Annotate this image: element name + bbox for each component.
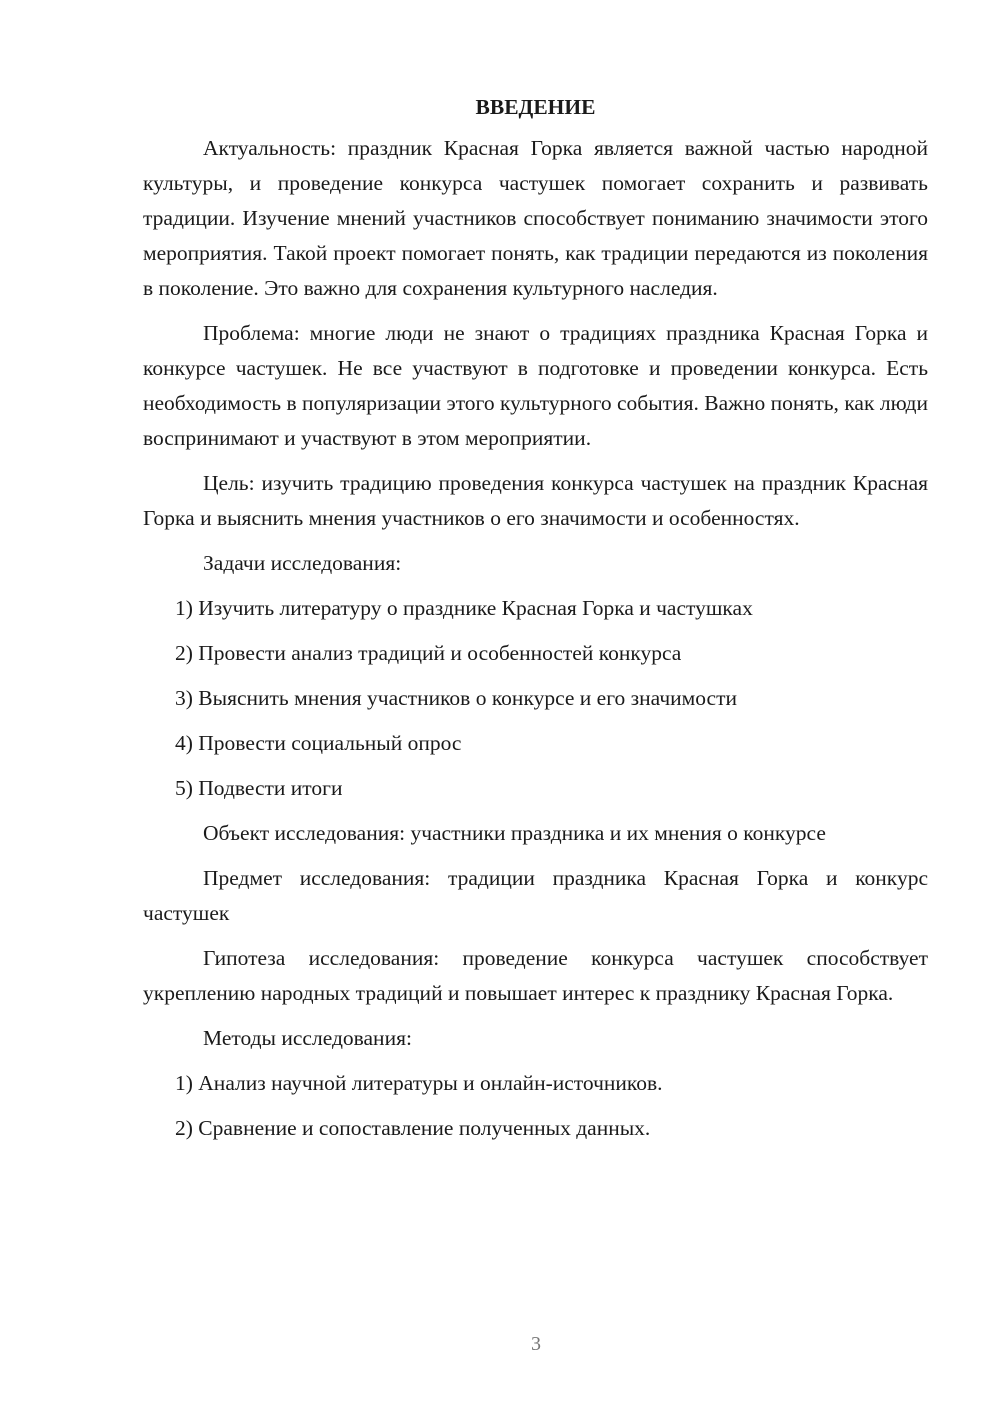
- relevance-paragraph: Актуальность: праздник Красная Горка является важной частью народной культуры, и проведение конкурса частушек помогает сохранить и развивать традиции. Изучение мнений участников способствует пониманию значимости этого мероприятия. Такой проект помогает понять, как традиции передаются из поколения в поколение. Это важно для сохранения культурного наследия.: [143, 136, 928, 300]
- task-item: 2) Провести анализ традиций и особенностей конкурса: [175, 641, 682, 665]
- goal-paragraph: Цель: изучить традицию проведения конкурса частушек на праздник Красная Горка и выяснить мнения участников о его значимости и особенностях.: [143, 471, 928, 530]
- methods-heading: Методы исследования:: [203, 1026, 412, 1050]
- method-item: 1) Анализ научной литературы и онлайн-источников.: [175, 1071, 663, 1095]
- task-item: 5) Подвести итоги: [175, 776, 343, 800]
- hypothesis-paragraph: Гипотеза исследования: проведение конкурса частушек способствует укреплению народных традиций и повышает интерес к празднику Красная Горка.: [143, 946, 928, 1005]
- tasks-heading: Задачи исследования:: [203, 551, 402, 575]
- object-paragraph: Объект исследования: участники праздника и их мнения о конкурсе: [203, 821, 826, 845]
- page-number: 3: [531, 1333, 541, 1355]
- task-item: 3) Выяснить мнения участников о конкурсе и его значимости: [175, 686, 737, 710]
- document-page: [143, 90, 928, 1156]
- subject-paragraph: Предмет исследования: традиции праздника Красная Горка и конкурс частушек: [143, 866, 928, 925]
- methods-list: [143, 1066, 928, 1146]
- method-item: 2) Сравнение и сопоставление полученных данных.: [175, 1116, 651, 1140]
- section-title: ВВЕДЕНИЕ: [475, 95, 596, 119]
- problem-paragraph: Проблема: многие люди не знают о традициях праздника Красная Горка и конкурсе частушек. Не все участвуют в подготовке и проведении конкурса. Есть необходимость в популяризации этого культурного события. Важно понять, как люди воспринимают и участвуют в этом мероприятии.: [143, 321, 928, 450]
- tasks-list: [143, 591, 928, 806]
- task-item: 1) Изучить литературу о празднике Красная Горка и частушках: [175, 596, 753, 620]
- task-item: 4) Провести социальный опрос: [175, 731, 462, 755]
